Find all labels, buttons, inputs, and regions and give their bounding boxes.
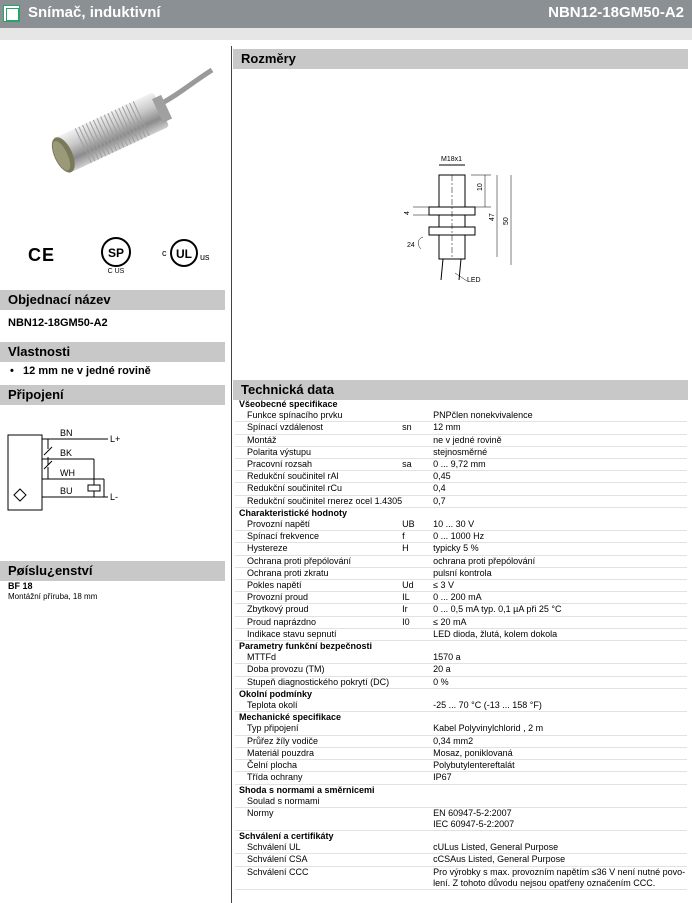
spec-value: EN 60947-5-2:2007 IEC 60947-5-2:2007 <box>433 807 687 830</box>
spec-symbol: sn <box>402 422 433 434</box>
column-divider <box>231 46 232 903</box>
spec-label: Redukční součinitel rnerez ocel 1.4305 <box>235 495 402 507</box>
spec-row <box>235 747 687 759</box>
header-stripe <box>0 28 692 40</box>
svg-text:BU: BU <box>60 486 73 496</box>
spec-category <box>235 688 687 700</box>
spec-value: Kabel Polyvinylchlorid , 2 m <box>433 723 687 735</box>
spec-row <box>235 422 687 434</box>
spec-label: Montáž <box>235 434 402 446</box>
svg-text:L+: L+ <box>110 434 121 444</box>
spec-label: Redukční součinitel rAl <box>235 471 402 483</box>
spec-row <box>235 616 687 628</box>
spec-row <box>235 735 687 747</box>
svg-text:us: us <box>200 252 210 262</box>
spec-value: 0 ... 1000 Hz <box>433 531 687 543</box>
spec-label: Proud naprázdno <box>235 616 402 628</box>
spec-value: ≤ 20 mA <box>433 616 687 628</box>
spec-symbol <box>402 854 433 866</box>
spec-value: ochrana proti přepólování <box>433 555 687 567</box>
spec-label: Funkce spínacího prvku <box>235 410 402 422</box>
spec-label: Zbytkový proud <box>235 604 402 616</box>
spec-symbol: sa <box>402 459 433 471</box>
spec-symbol <box>402 555 433 567</box>
page-title: Snímač, induktivní <box>28 4 161 21</box>
spec-value: cCSAus Listed, General Purpose <box>433 854 687 866</box>
spec-symbol: f <box>402 531 433 543</box>
spec-symbol <box>402 483 433 495</box>
spec-value: 1570 a <box>433 652 687 664</box>
spec-category <box>235 641 687 653</box>
spec-symbol: H <box>402 543 433 555</box>
spec-value: stejnosměrné <box>433 446 687 458</box>
spec-value: PNPčlen nonekvivalence <box>433 410 687 422</box>
spec-symbol <box>402 842 433 854</box>
spec-value: 0 ... 9,72 mm <box>433 459 687 471</box>
spec-label: Materiál pouzdra <box>235 747 402 759</box>
spec-category-label: Charakteristické hodnoty <box>239 507 348 518</box>
spec-value <box>433 796 687 808</box>
spec-category-label: Shoda s normami a směrnicemi <box>239 784 375 795</box>
spec-value: ne v jedné rovině <box>433 434 687 446</box>
spec-label: Provozní proud <box>235 592 402 604</box>
spec-symbol <box>402 676 433 688</box>
spec-row <box>235 760 687 772</box>
spec-row <box>235 543 687 555</box>
spec-symbol <box>402 446 433 458</box>
spec-symbol <box>402 735 433 747</box>
spec-symbol: I0 <box>402 616 433 628</box>
spec-row <box>235 664 687 676</box>
spec-row <box>235 580 687 592</box>
spec-row <box>235 567 687 579</box>
spec-symbol <box>402 700 433 712</box>
svg-text:BK: BK <box>60 448 73 458</box>
ce-mark: CE <box>28 245 56 265</box>
accessory-name: BF 18 <box>8 581 33 591</box>
brand-logo-icon <box>3 5 20 22</box>
svg-text:10: 10 <box>477 183 484 191</box>
spec-row <box>235 495 687 507</box>
spec-value: cULus Listed, General Purpose <box>433 842 687 854</box>
spec-label: Čelní plocha <box>235 760 402 772</box>
spec-value: 10 ... 30 V <box>433 519 687 531</box>
properties-item: • 12 mm ne v jedné rovině <box>10 365 151 377</box>
accessories-heading: Pøíslu¿enství <box>0 561 225 581</box>
spec-value: 0 ... 0,5 mA typ. 0,1 µA při 25 °C <box>433 604 687 616</box>
spec-value: 0,45 <box>433 471 687 483</box>
spec-value: LED dioda, žlutá, kolem dokola <box>433 628 687 640</box>
spec-symbol <box>402 723 433 735</box>
spec-label: Redukční součinitel rCu <box>235 483 402 495</box>
spec-label: Normy <box>235 807 402 830</box>
spec-category <box>235 399 687 410</box>
spec-symbol <box>402 434 433 446</box>
spec-row <box>235 410 687 422</box>
spec-symbol <box>402 796 433 808</box>
spec-label: Stupeň diagnostického pokrytí (DC) <box>235 676 402 688</box>
spec-value: 20 a <box>433 664 687 676</box>
dimensions-heading: Rozměry <box>233 49 688 69</box>
spec-symbol <box>402 495 433 507</box>
spec-label: Pokles napětí <box>235 580 402 592</box>
spec-row <box>235 796 687 808</box>
spec-symbol <box>402 471 433 483</box>
spec-label: Pracovní rozsah <box>235 459 402 471</box>
spec-symbol <box>402 807 433 830</box>
spec-label: Polarita výstupu <box>235 446 402 458</box>
spec-label: Hystereze <box>235 543 402 555</box>
spec-label: MTTFd <box>235 652 402 664</box>
spec-row <box>235 519 687 531</box>
spec-label: Schválení CCC <box>235 866 402 889</box>
svg-text:L-: L- <box>110 492 119 502</box>
spec-label: Spínací frekvence <box>235 531 402 543</box>
spec-label: Spínací vzdálenost <box>235 422 402 434</box>
svg-text:WH: WH <box>60 468 75 478</box>
spec-row <box>235 723 687 735</box>
spec-symbol <box>402 410 433 422</box>
product-photo <box>20 62 215 187</box>
svg-text:UL: UL <box>176 247 192 261</box>
svg-text:C US: C US <box>107 268 125 275</box>
accessory-description: Montážní příruba, 18 mm <box>8 592 98 601</box>
spec-category-label: Schválení a certifikáty <box>239 830 334 841</box>
spec-symbol <box>402 772 433 784</box>
svg-text:47: 47 <box>489 213 496 221</box>
wiring-diagram <box>4 425 134 515</box>
spec-row <box>235 772 687 784</box>
spec-label: Třída ochrany <box>235 772 402 784</box>
spec-row <box>235 676 687 688</box>
spec-row <box>235 592 687 604</box>
svg-text:4: 4 <box>404 211 411 215</box>
order-name-value: NBN12-18GM50-A2 <box>8 317 108 329</box>
spec-symbol <box>402 866 433 889</box>
spec-label: Indikace stavu sepnutí <box>235 628 402 640</box>
spec-label: Soulad s normami <box>235 796 402 808</box>
spec-value: typicky 5 % <box>433 543 687 555</box>
spec-symbol <box>402 652 433 664</box>
spec-category-label: Všeobecné specifikace <box>239 399 338 409</box>
spec-label: Schválení CSA <box>235 854 402 866</box>
spec-label: Průřez žíly vodiče <box>235 735 402 747</box>
properties-heading: Vlastnosti <box>0 342 225 362</box>
spec-row <box>235 483 687 495</box>
spec-value: 0 % <box>433 676 687 688</box>
svg-text:50: 50 <box>503 217 510 225</box>
spec-value: 0 ... 200 mA <box>433 592 687 604</box>
spec-row <box>235 604 687 616</box>
spec-row <box>235 807 687 830</box>
svg-text:BN: BN <box>60 428 73 438</box>
spec-row <box>235 555 687 567</box>
spec-symbol <box>402 628 433 640</box>
spec-symbol <box>402 760 433 772</box>
dimension-drawing <box>395 145 535 295</box>
spec-symbol: Ud <box>402 580 433 592</box>
technical-data-heading: Technická data <box>233 380 688 400</box>
spec-symbol: Ir <box>402 604 433 616</box>
spec-row <box>235 446 687 458</box>
spec-row <box>235 842 687 854</box>
spec-value: 0,34 mm2 <box>433 735 687 747</box>
svg-text:M18x1: M18x1 <box>441 156 463 163</box>
product-code: NBN12-18GM50-A2 <box>548 4 684 21</box>
svg-text:24: 24 <box>407 242 415 249</box>
spec-label: Provozní napětí <box>235 519 402 531</box>
spec-value: -25 ... 70 °C (-13 ... 158 °F) <box>433 700 687 712</box>
spec-value: ≤ 3 V <box>433 580 687 592</box>
spec-row <box>235 854 687 866</box>
spec-category <box>235 507 687 519</box>
spec-row <box>235 459 687 471</box>
spec-value: 0,7 <box>433 495 687 507</box>
svg-text:SP: SP <box>107 246 125 260</box>
spec-category-label: Okolní podmínky <box>239 688 313 699</box>
spec-value: Mosaz, poniklovaná <box>433 747 687 759</box>
spec-label: Schválení UL <box>235 842 402 854</box>
connection-heading: Připojení <box>0 385 225 405</box>
spec-row <box>235 652 687 664</box>
spec-symbol <box>402 747 433 759</box>
spec-category-label: Mechanické specifikace <box>239 712 342 723</box>
spec-symbol <box>402 664 433 676</box>
spec-row <box>235 434 687 446</box>
spec-category <box>235 784 687 796</box>
spec-label: Typ připojení <box>235 723 402 735</box>
spec-value: 0,4 <box>433 483 687 495</box>
spec-label: Ochrana proti přepólování <box>235 555 402 567</box>
spec-category <box>235 830 687 842</box>
technical-data-table <box>235 399 687 890</box>
spec-category-label: Parametry funkční bezpečnosti <box>239 641 373 652</box>
spec-row <box>235 531 687 543</box>
csa-mark-icon <box>96 236 140 276</box>
spec-row <box>235 866 687 889</box>
spec-row <box>235 471 687 483</box>
spec-row <box>235 700 687 712</box>
spec-symbol <box>402 567 433 579</box>
spec-value: IP67 <box>433 772 687 784</box>
svg-text:LED: LED <box>467 277 481 284</box>
spec-value: Polybutylentereftalát <box>433 760 687 772</box>
spec-symbol: UB <box>402 519 433 531</box>
spec-label: Teplota okolí <box>235 700 402 712</box>
spec-category <box>235 712 687 724</box>
spec-value: 12 mm <box>433 422 687 434</box>
spec-value: pulsní kontrola <box>433 567 687 579</box>
ul-mark-icon <box>160 236 220 270</box>
order-name-heading: Objednací název <box>0 290 225 310</box>
header-bar <box>0 0 692 28</box>
spec-row <box>235 628 687 640</box>
spec-value: Pro výrobky s max. provozním napětím ≤36 V není nutné povo- lení. Z tohoto důvodu nejsou opatřeny označením CCC. <box>433 866 686 888</box>
spec-label: Ochrana proti zkratu <box>235 567 402 579</box>
spec-symbol: IL <box>402 592 433 604</box>
spec-label: Doba provozu (TM) <box>235 664 402 676</box>
svg-text:c: c <box>162 248 167 258</box>
